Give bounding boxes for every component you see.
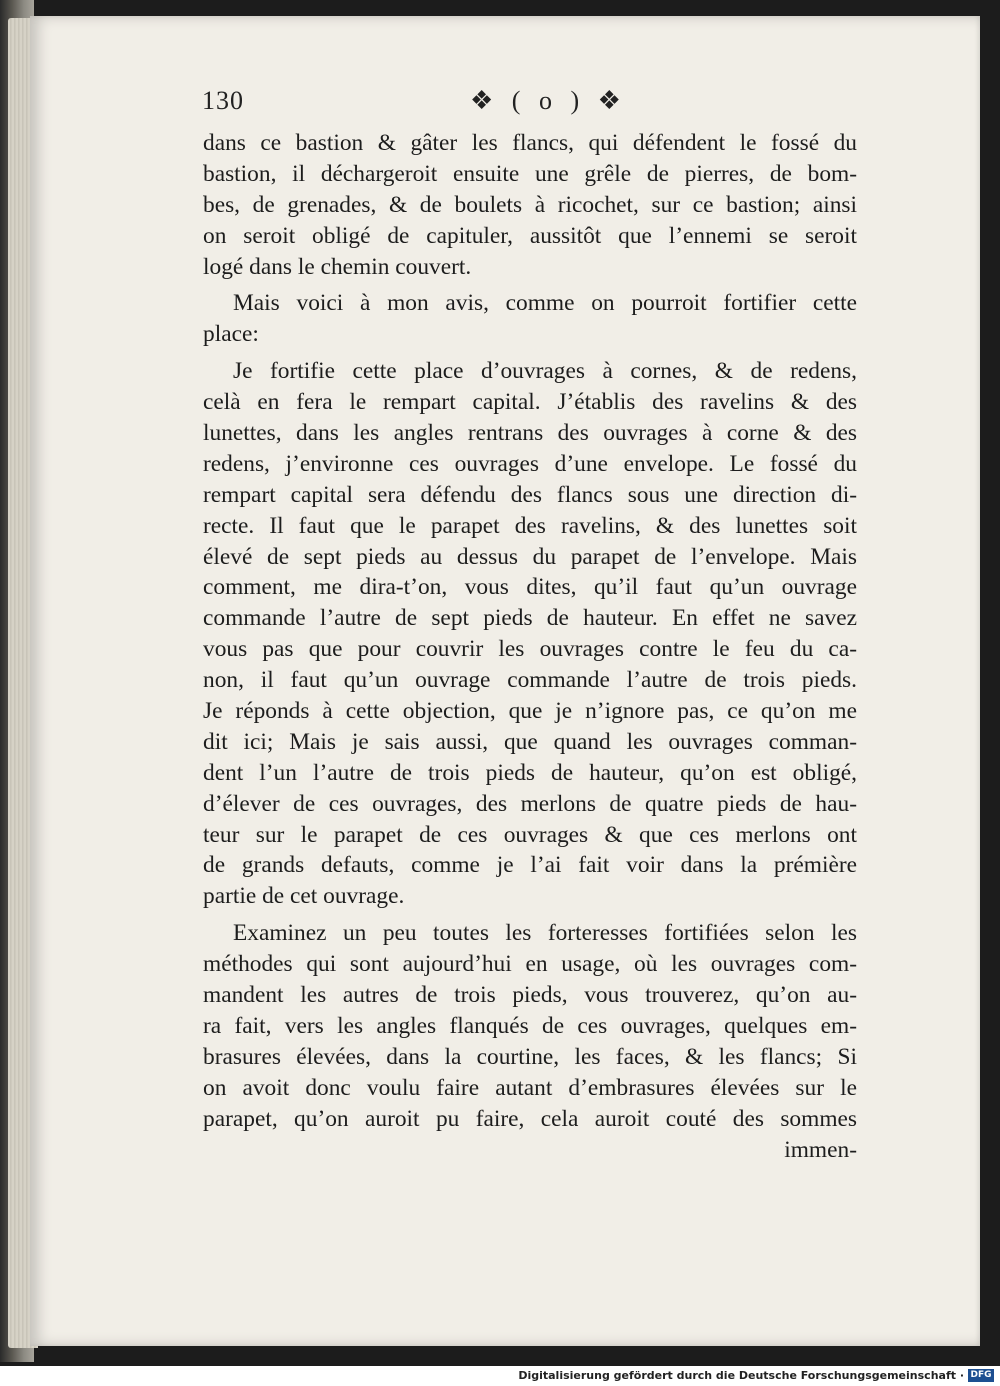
text-line: comment, me dira-t’on, vous dites, qu’il faut qu’un ouvrage	[203, 574, 857, 601]
text-line: élevé de sept pieds au dessus du parapet de l’envelope. Mais	[203, 543, 857, 570]
dfg-logo: DFG	[968, 1369, 994, 1382]
text-line: bastion, il déchargeroit ensuite une grêle de pierres, de bom-	[203, 160, 857, 187]
paragraph-start: Mais voici à mon avis, comme on pourroit fortifier cette	[233, 290, 857, 317]
text-line: partie de cet ouvrage.	[203, 883, 405, 910]
paragraph-start: Je fortifie cette place d’ouvrages à cornes, & de redens,	[233, 358, 857, 385]
body-text	[203, 128, 857, 1165]
text-line: lunettes, dans les angles rentrans des ouvrages à corne & des	[203, 420, 857, 447]
text-line: parapet, qu’on auroit pu faire, cela auroit couté des sommes	[203, 1105, 857, 1132]
text-line: méthodes qui sont aujourd’hui en usage, où les ouvrages com-	[203, 951, 857, 978]
text-line: ra fait, vers les angles flanqués de ces ouvrages, quelques em-	[203, 1012, 857, 1039]
text-line: teur sur le parapet de ces ouvrages & que ces merlons ont	[203, 821, 857, 848]
text-line: dans ce bastion & gâter les flancs, qui défendent le fossé du	[203, 130, 857, 156]
text-line: bes, de grenades, & de boulets à ricochet, sur ce bastion; ainsi	[203, 191, 857, 218]
text-line: d’élever de ces ouvrages, des merlons de quatre pieds de hau-	[203, 790, 857, 817]
text-line: commande l’autre de sept pieds de hauteur. En effet ne savez	[203, 605, 857, 632]
text-line: rempart capital sera défendu des flancs sous une direction di-	[203, 481, 857, 508]
text-line: on avoit donc voulu faire autant d’embrasures élevées sur le	[203, 1074, 857, 1101]
paragraph-start: Examinez un peu toutes les forteresses fortifiées selon les	[233, 920, 857, 947]
text-line: non, il faut qu’un ouvrage commande l’autre de trois pieds.	[203, 667, 857, 694]
text-line: recte. Il faut que le parapet des ravelins, & des lunettes soit	[203, 512, 857, 539]
text-line: on seroit obligé de capituler, aussitôt que l’ennemi se seroit	[203, 222, 857, 249]
text-line: celà en fera le rempart capital. J’établis des ravelins & des	[203, 389, 857, 416]
digitization-footer	[0, 1366, 1000, 1386]
footer-credit: Digitalisierung gefördert durch die Deutsche Forschungsgemeinschaft ·	[518, 1369, 964, 1382]
text-line: dent l’un l’autre de trois pieds de hauteur, qu’on est obligé,	[203, 759, 857, 786]
catchword: immen-	[784, 1136, 857, 1163]
text-line: vous pas que pour couvrir les ouvrages contre le feu du ca-	[203, 636, 857, 663]
text-line: mandent les autres de trois pieds, vous trouverez, qu’on au-	[203, 982, 857, 1009]
text-line: place:	[203, 321, 259, 348]
running-head-ornament: ❖ ( o ) ❖	[470, 86, 627, 115]
text-line: Je réponds à cette objection, que je n’ignore pas, ce qu’on me	[203, 698, 857, 725]
text-line: redens, j’environne ces ouvrages d’une envelope. Le fossé du	[203, 450, 857, 477]
page-number: 130	[202, 86, 244, 115]
text-line: de grands defauts, comme je l’ai fait voir dans la prémière	[203, 852, 857, 879]
text-line: dit ici; Mais je sais aussi, que quand les ouvrages comman-	[203, 728, 857, 755]
text-line: brasures élevées, dans la courtine, les faces, & les flancs; Si	[203, 1043, 857, 1070]
text-line: logé dans le chemin couvert.	[203, 253, 472, 280]
